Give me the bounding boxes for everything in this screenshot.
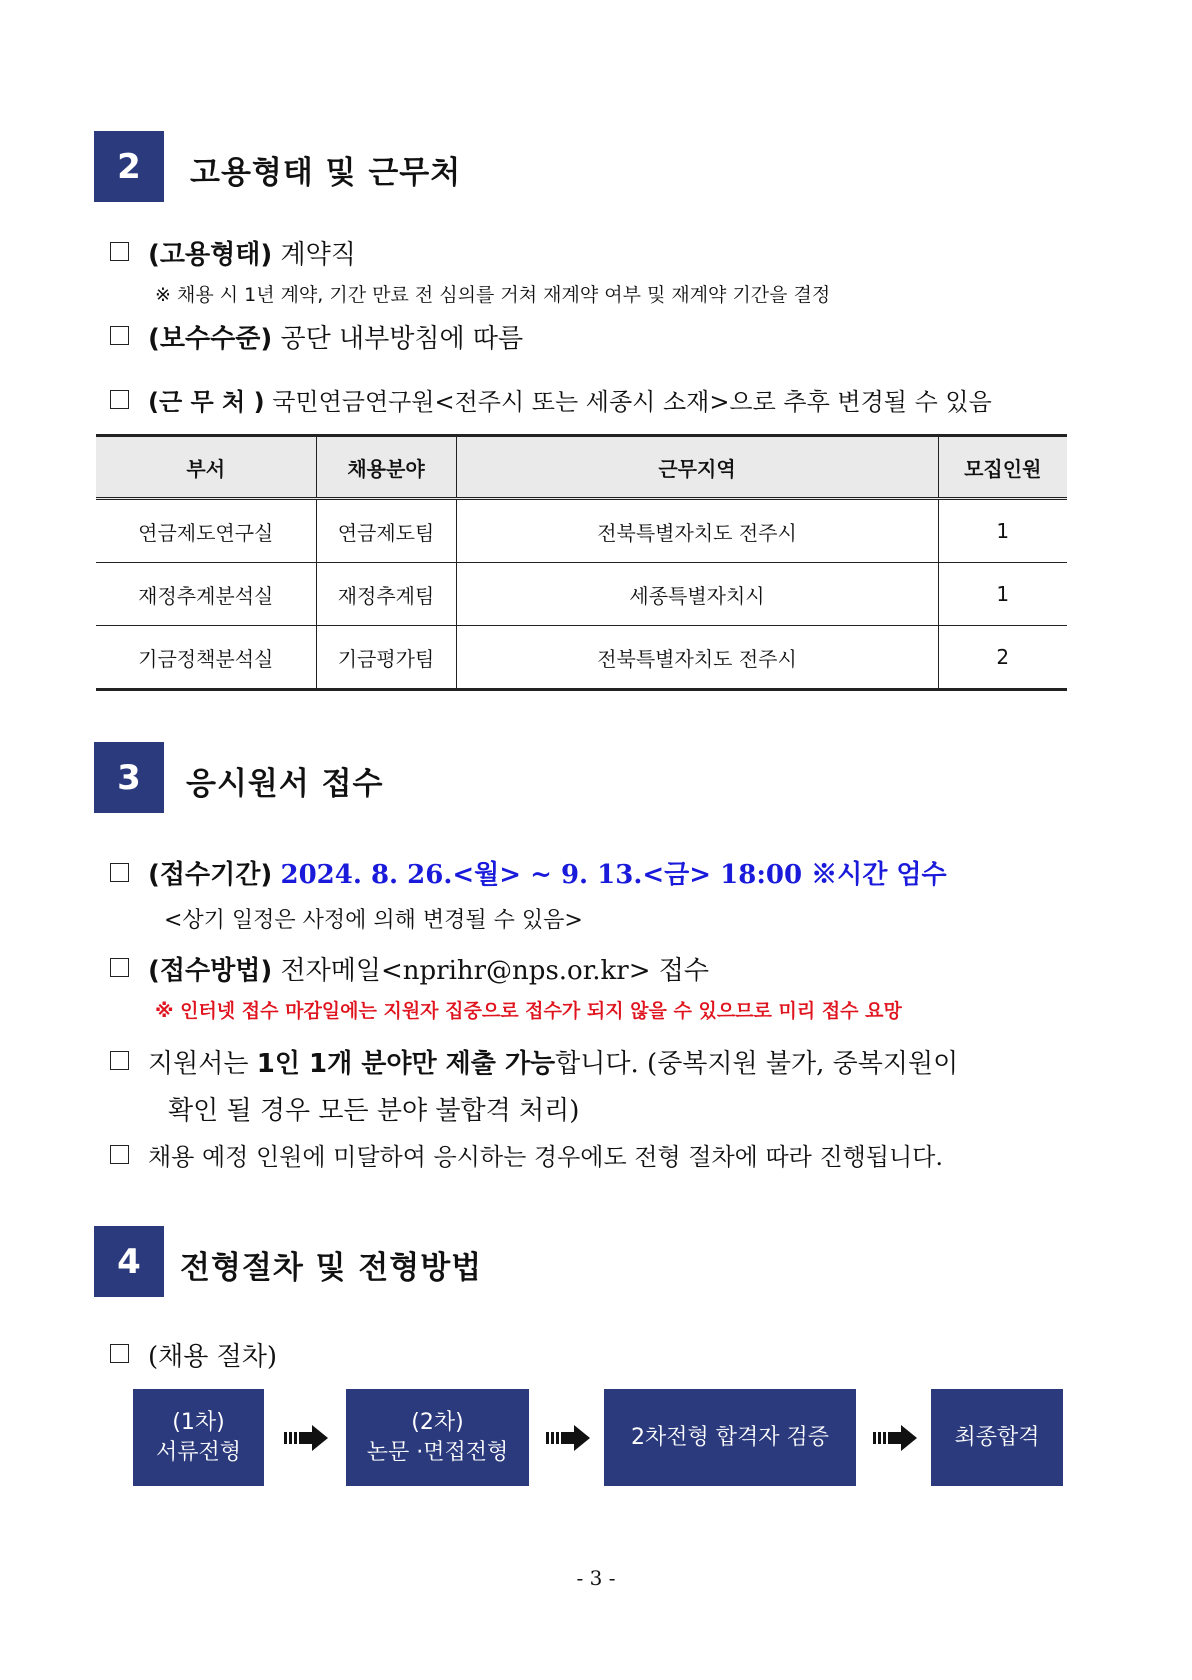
table-header-row (96, 436, 1067, 499)
period-value: 2024. 8. 26.<월> ~ 9. 13.<금> 18:00 ※시간 엄수 (280, 860, 947, 890)
procedure-label: (채용 절차) (148, 1342, 278, 1372)
flow-step-2-line2: 논문 ·면접전형 (366, 1439, 509, 1465)
checkbox-icon (110, 242, 129, 261)
right-arrow-icon (873, 1423, 919, 1453)
page-number: - 3 - (576, 1566, 616, 1590)
cell-location: 전북특별자치도 전주시 (456, 499, 938, 563)
checkbox-icon (110, 958, 129, 977)
section-3-number: 3 (94, 742, 164, 813)
checkbox-icon (110, 390, 129, 409)
flow-step-2-line1: (2차) (411, 1409, 464, 1435)
table-row (96, 563, 1067, 626)
flow-step-1-line2: 서류전형 (155, 1439, 241, 1465)
pay-level-line (148, 318, 523, 355)
period-label: (접수기간) (148, 860, 273, 890)
employment-type-line (148, 234, 356, 271)
table-row (96, 499, 1067, 563)
flow-step-1-line1: (1차) (172, 1409, 225, 1435)
employment-type-label: (고용형태) (148, 240, 273, 270)
checkbox-icon (110, 1051, 129, 1070)
workplace-line (148, 382, 992, 417)
flow-step-3 (604, 1389, 856, 1486)
cell-field: 기금평가팀 (316, 626, 456, 690)
section-3-title: 응시원서 접수 (186, 766, 384, 802)
checkbox-icon (110, 863, 129, 882)
cell-department: 기금정책분석실 (96, 626, 316, 690)
method-line (148, 950, 709, 987)
single-application-line2: 확인 될 경우 모든 분야 불합격 처리) (168, 1096, 580, 1126)
section-4-number: 4 (94, 1226, 164, 1297)
section-2-title: 고용형태 및 근무처 (190, 155, 462, 191)
right-arrow-icon (546, 1423, 592, 1453)
period-note: <상기 일정은 사정에 의해 변경될 수 있음> (164, 908, 583, 933)
recruitment-table (96, 434, 1067, 691)
single-application-pre: 지원서는 (148, 1049, 257, 1079)
flow-step-4 (931, 1389, 1063, 1486)
cell-location: 전북특별자치도 전주시 (456, 626, 938, 690)
employment-type-note: ※ 채용 시 1년 계약, 기간 만료 전 심의를 거쳐 재계약 여부 및 재계약 기간을 결정 (155, 284, 831, 306)
flow-step-4-line1: 최종합격 (954, 1424, 1040, 1450)
cell-department: 연금제도연구실 (96, 499, 316, 563)
section-2-number: 2 (94, 131, 164, 202)
method-value: 전자메일<nprihr@nps.or.kr> 접수 (280, 956, 710, 986)
checkbox-icon (110, 326, 129, 345)
method-note: ※ 인터넷 접수 마감일에는 지원자 집중으로 접수가 되지 않을 수 있으므로 미리 접수 요망 (155, 1000, 902, 1022)
single-application-line (148, 1043, 958, 1080)
cell-field: 재정추계팀 (316, 563, 456, 626)
cell-headcount: 2 (938, 626, 1067, 690)
checkbox-icon (110, 1344, 129, 1363)
workplace-label: (근 무 처 ) (148, 388, 265, 416)
method-label: (접수방법) (148, 956, 273, 986)
single-application-post: 합니다. (중복지원 불가, 중복지원이 (555, 1049, 959, 1079)
cell-headcount: 1 (938, 499, 1067, 563)
cell-location: 세종특별자치시 (456, 563, 938, 626)
single-application-bold: 1인 1개 분야만 제출 가능 (256, 1049, 556, 1079)
cell-headcount: 1 (938, 563, 1067, 626)
flow-step-3-line1: 2차전형 합격자 검증 (631, 1424, 829, 1450)
cell-department: 재정추계분석실 (96, 563, 316, 626)
table-row (96, 626, 1067, 690)
flow-step-2 (346, 1389, 529, 1486)
flow-step-1 (133, 1389, 264, 1486)
shortfall-line: 채용 예정 인원에 미달하여 응시하는 경우에도 전형 절차에 따라 진행됩니다. (148, 1143, 943, 1171)
header-headcount: 모집인원 (938, 436, 1067, 499)
pay-level-label: (보수수준) (148, 324, 273, 354)
cell-field: 연금제도팀 (316, 499, 456, 563)
pay-level-value: 공단 내부방침에 따름 (280, 324, 524, 354)
period-line (148, 854, 947, 891)
section-4-title: 전형절차 및 전형방법 (180, 1250, 483, 1286)
header-location: 근무지역 (456, 436, 938, 499)
workplace-value: 국민연금연구원<전주시 또는 세종시 소재>으로 추후 변경될 수 있음 (272, 388, 992, 416)
header-department: 부서 (96, 436, 316, 499)
checkbox-icon (110, 1145, 129, 1164)
employment-type-value: 계약직 (280, 240, 356, 270)
header-field: 채용분야 (316, 436, 456, 499)
right-arrow-icon (284, 1423, 330, 1453)
